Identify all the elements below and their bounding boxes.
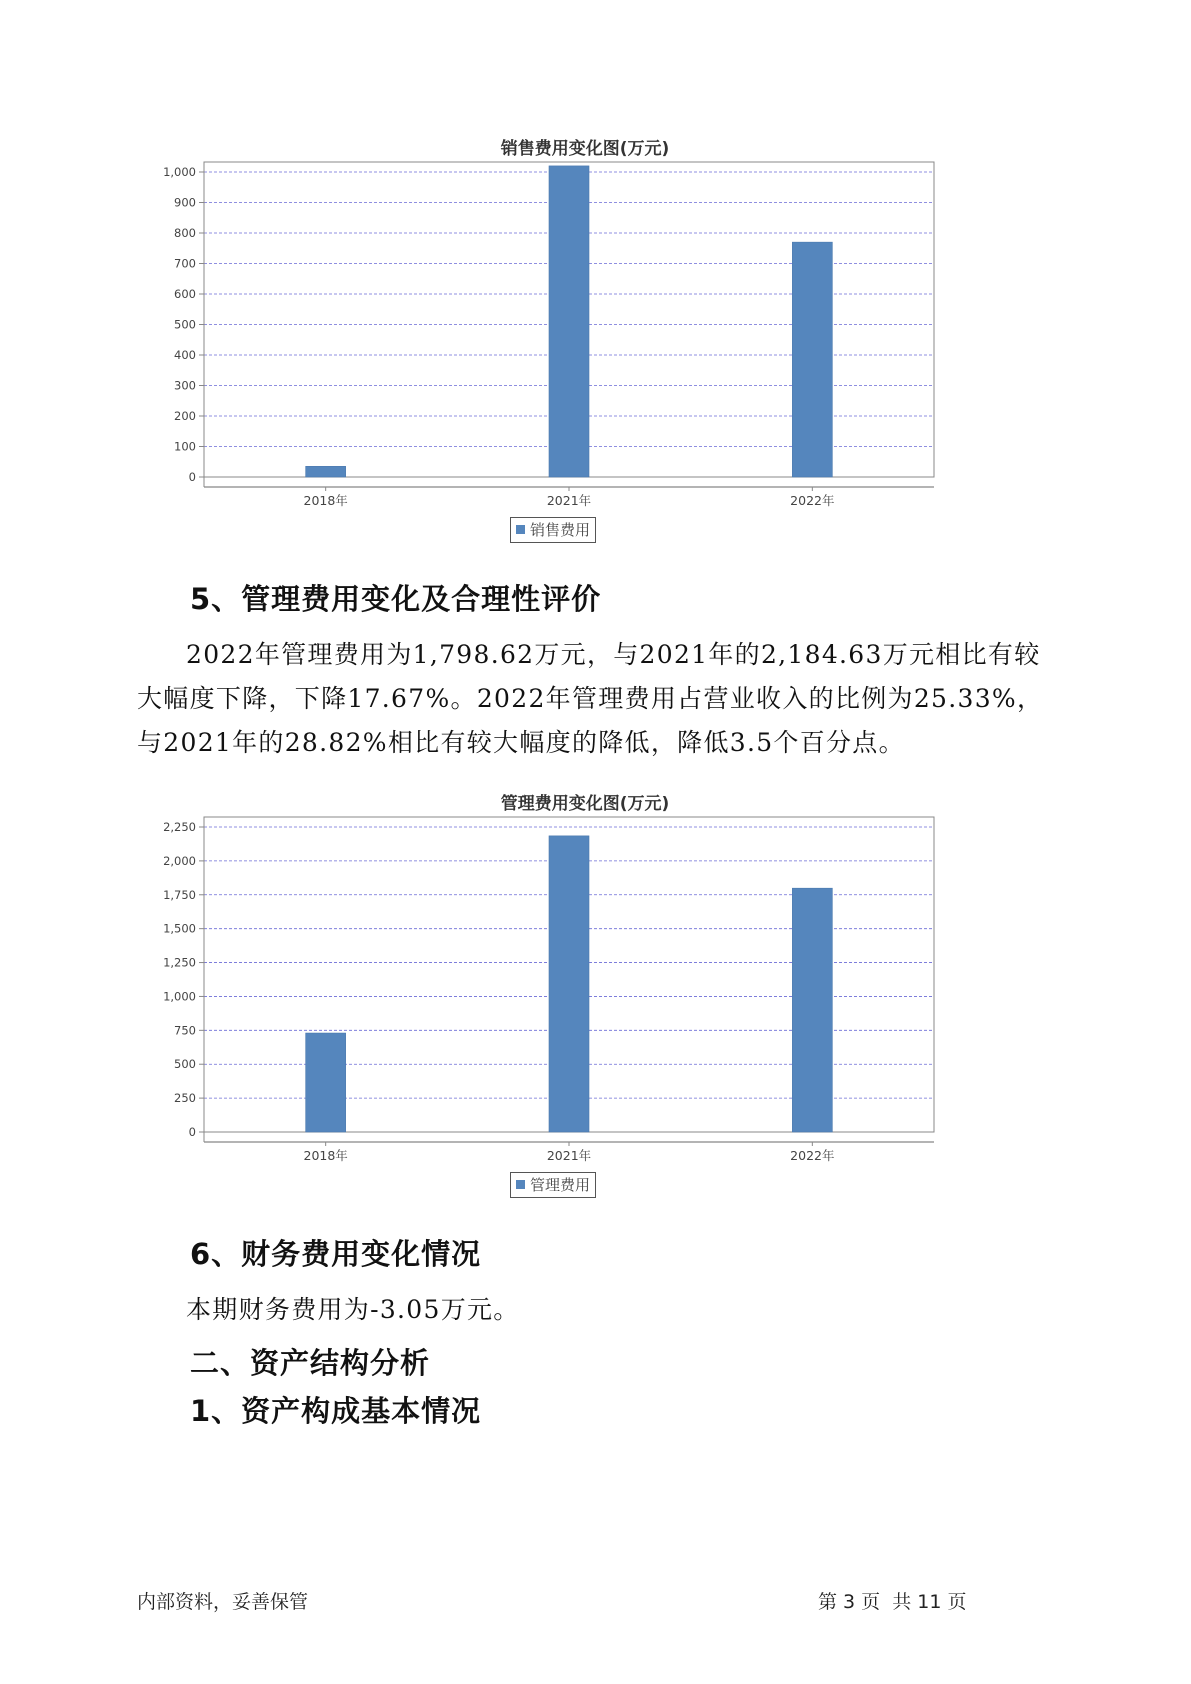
chart-title: 销售费用变化图(万元) xyxy=(500,139,670,159)
x-tick-label: 2022年 xyxy=(790,493,835,508)
x-tick-label: 2018年 xyxy=(303,1148,348,1163)
bar-2022年 xyxy=(792,888,832,1132)
x-tick-label: 2021年 xyxy=(546,493,592,508)
bar-2018年 xyxy=(306,466,346,477)
y-tick-label: 900 xyxy=(174,195,196,210)
x-tick-label: 2018年 xyxy=(303,493,348,508)
bar-2022年 xyxy=(792,242,832,477)
admin-expense-chart xyxy=(150,783,1020,1203)
y-tick-label: 600 xyxy=(174,287,196,301)
y-tick-label: 1,000 xyxy=(163,989,196,1004)
y-tick-label: 1,750 xyxy=(163,887,196,902)
page-number: 第 3 页 共 11 页 xyxy=(818,1591,967,1613)
section-heading-finance: 6、财务费用变化情况 xyxy=(190,1237,482,1271)
y-tick-label: 2,000 xyxy=(163,853,196,868)
sales-expense-chart xyxy=(150,128,1020,548)
bar-2018年 xyxy=(306,1033,346,1132)
y-tick-label: 500 xyxy=(174,1057,196,1072)
admin-paragraph-line2: 大幅度下降，下降17.67%。2022年管理费用占营业收入的比例为25.33%， xyxy=(137,684,1044,713)
y-tick-label: 300 xyxy=(174,378,196,393)
x-tick-label: 2022年 xyxy=(790,1148,835,1163)
x-tick-label: 2021年 xyxy=(546,1148,592,1163)
section-heading-admin: 5、管理费用变化及合理性评价 xyxy=(190,582,602,616)
y-tick-label: 0 xyxy=(188,470,196,484)
y-tick-label: 1,250 xyxy=(163,955,196,970)
finance-paragraph: 本期财务费用为-3.05万元。 xyxy=(186,1295,520,1324)
y-tick-label: 400 xyxy=(174,348,196,362)
legend-swatch xyxy=(516,525,525,534)
y-tick-label: 500 xyxy=(174,317,196,332)
y-tick-label: 200 xyxy=(174,409,196,423)
chart-title: 管理费用变化图(万元) xyxy=(500,794,670,814)
chart-legend xyxy=(510,517,596,543)
y-tick-label: 750 xyxy=(174,1023,196,1038)
legend-swatch xyxy=(516,1180,525,1189)
admin-expense-plot xyxy=(150,813,1020,1193)
sales-expense-plot xyxy=(150,158,1020,538)
y-tick-label: 700 xyxy=(174,256,196,271)
legend-label: 管理费用 xyxy=(530,1176,591,1194)
y-tick-label: 0 xyxy=(188,1125,196,1139)
y-tick-label: 800 xyxy=(174,226,196,240)
y-tick-label: 1,000 xyxy=(163,165,196,179)
bar-2021年 xyxy=(549,836,589,1132)
y-tick-label: 2,250 xyxy=(163,820,196,834)
admin-paragraph-line1: 2022年管理费用为1,798.62万元，与2021年的2,184.63万元相比有较 xyxy=(186,640,1041,669)
bar-2021年 xyxy=(549,166,589,477)
section-heading-assets: 二、资产结构分析 xyxy=(190,1346,431,1380)
footer-note: 内部资料，妥善保管 xyxy=(137,1591,309,1613)
admin-paragraph-line3: 与2021年的28.82%相比有较大幅度的降低，降低3.5个百分点。 xyxy=(137,728,905,757)
y-tick-label: 250 xyxy=(174,1091,196,1106)
chart-legend xyxy=(510,1172,596,1198)
section-subheading-asset-composition: 1、资产构成基本情况 xyxy=(190,1394,482,1428)
y-tick-label: 100 xyxy=(174,439,196,454)
legend-label: 销售费用 xyxy=(530,521,591,539)
y-tick-label: 1,500 xyxy=(163,921,196,936)
